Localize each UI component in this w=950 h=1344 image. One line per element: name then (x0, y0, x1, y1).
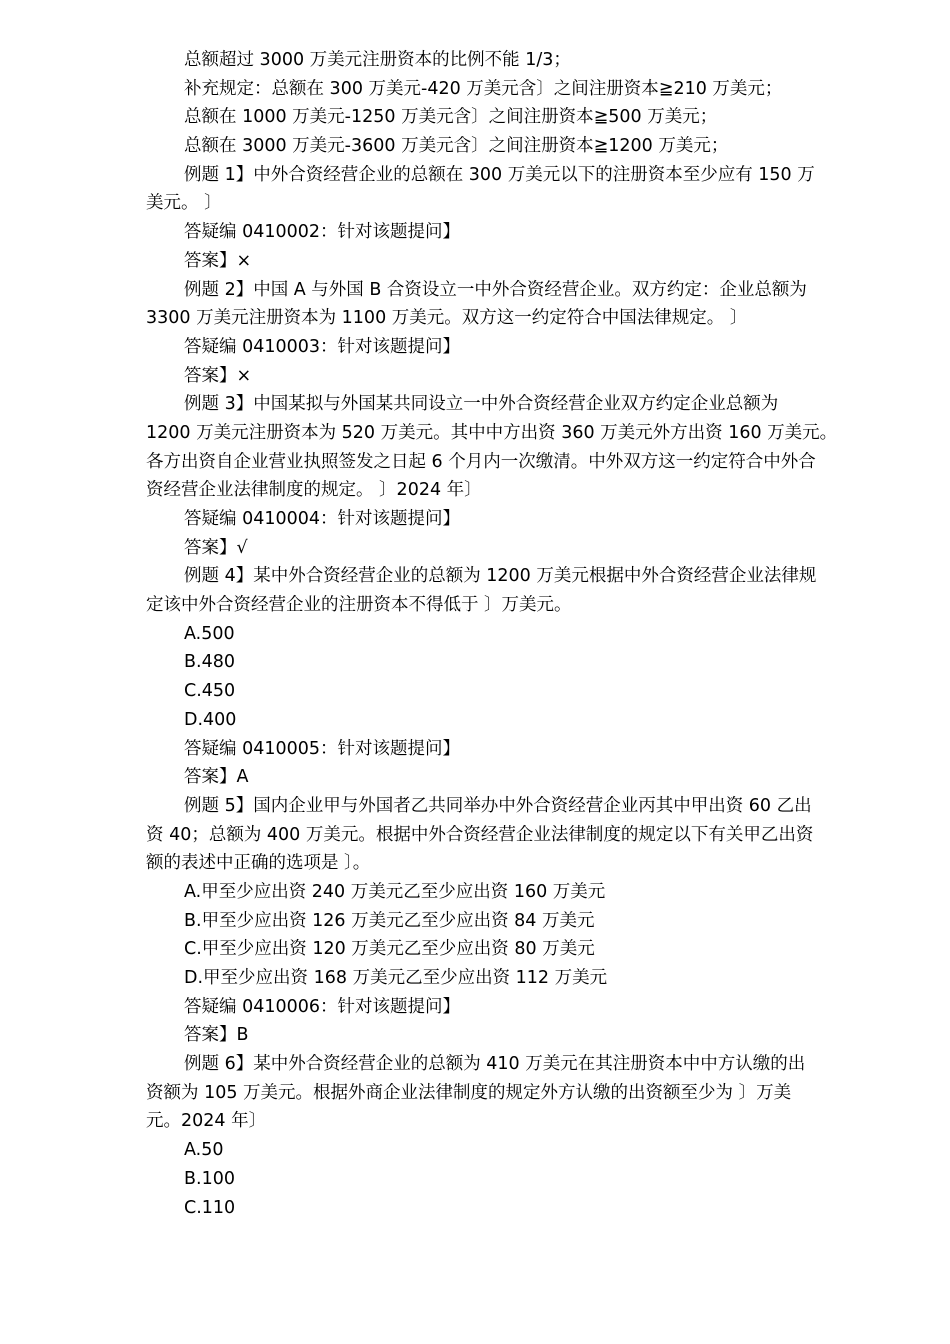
question-line: 资经营企业法律制度的规定。 〕2024 年〕 (146, 480, 482, 501)
question-line: 例题 2】中国 A 与外国 B 合资设立一中外合资经营企业。双方约定：企业总额为 (184, 279, 807, 300)
question-line: 3300 万美元注册资本为 1100 万美元。双方这一约定符合中国法律规定。 〕 (146, 308, 748, 329)
question-line: 例题 4】某中外合资经营企业的总额为 1200 万美元根据中外合资经营企业法律规 (184, 566, 817, 587)
example-1-question (146, 161, 886, 218)
option-a: A.500 (184, 623, 235, 644)
document-page (146, 46, 886, 1222)
example-4-qa-id: 答疑编 0410005：针对该题提问】 (184, 738, 461, 759)
question-line: 例题 6】某中外合资经营企业的总额为 410 万美元在其注册资本中中方认缴的出 (184, 1054, 806, 1075)
option-a: A.甲至少应出资 240 万美元乙至少应出资 160 万美元 (184, 881, 606, 902)
question-line: 例题 3】中国某拟与外国某共同设立一中外合资经营企业双方约定企业总额为 (184, 394, 779, 415)
text-line: 总额在 3000 万美元-3600 万美元含〕之间注册资本≧1200 万美元； (184, 136, 729, 157)
example-1-answer: 答案】× (184, 250, 252, 271)
question-line: 1200 万美元注册资本为 520 万美元。其中中方出资 360 万美元外方出资 160 万美元。 (146, 422, 838, 443)
option-b: B.480 (184, 652, 235, 673)
example-4-question (146, 562, 886, 619)
example-3-qa-id: 答疑编 0410004：针对该题提问】 (184, 509, 461, 529)
question-line: 例题 1】中外合资经营企业的总额在 300 万美元以下的注册资本至少应有 150 万 (184, 164, 815, 185)
option-c: C.甲至少应出资 120 万美元乙至少应出资 80 万美元 (184, 939, 595, 960)
option-d: D.甲至少应出资 168 万美元乙至少应出资 112 万美元 (184, 968, 608, 988)
example-2-answer: 答案】× (184, 365, 252, 386)
option-d: D.400 (184, 709, 237, 730)
option-b: B.甲至少应出资 126 万美元乙至少应出资 84 万美元 (184, 910, 595, 931)
question-line: 资额为 105 万美元。根据外商企业法律制度的规定外方认缴的出资额至少为 〕万美 (146, 1082, 792, 1103)
option-b: B.100 (184, 1168, 235, 1189)
question-line: 额的表述中正确的选项是 〕。 (146, 853, 371, 874)
question-line: 例题 5】国内企业甲与外国者乙共同举办中外合资经营企业丙其中甲出资 60 乙出 (184, 795, 812, 816)
example-3-answer: 答案】√ (184, 537, 248, 558)
question-line: 各方出资自企业营业执照签发之日起 6 个月内一次缴清。中外双方这一约定符合中外合 (146, 451, 816, 472)
text-line: 总额在 1000 万美元-1250 万美元含〕之间注册资本≧500 万美元； (184, 107, 718, 128)
text-line: 总额超过 3000 万美元注册资本的比例不能 1/3； (184, 50, 571, 70)
option-c: C.110 (184, 1197, 236, 1218)
text-line: 补充规定：总额在 300 万美元-420 万美元含〕之间注册资本≧210 万美元； (184, 78, 783, 99)
question-line: 元。2024 年〕 (146, 1111, 267, 1132)
question-line: 美元。 〕 (146, 193, 222, 214)
example-3-question (146, 390, 886, 505)
example-2-qa-id: 答疑编 0410003：针对该题提问】 (184, 336, 461, 357)
example-5-qa-id: 答疑编 0410006：针对该题提问】 (184, 996, 461, 1017)
example-1-qa-id: 答疑编 0410002：针对该题提问】 (184, 222, 461, 243)
example-2-question (146, 276, 886, 333)
example-5-answer: 答案】B (184, 1025, 249, 1046)
example-4-answer: 答案】A (184, 767, 249, 788)
option-c: C.450 (184, 681, 236, 702)
option-a: A.50 (184, 1140, 224, 1161)
example-6-question (146, 1050, 886, 1136)
question-line: 定该中外合资经营企业的注册资本不得低于 〕万美元。 (146, 595, 572, 616)
question-line: 资 40；总额为 400 万美元。根据中外合资经营企业法律制度的规定以下有关甲乙出资 (146, 824, 814, 845)
example-5-question (146, 792, 886, 878)
